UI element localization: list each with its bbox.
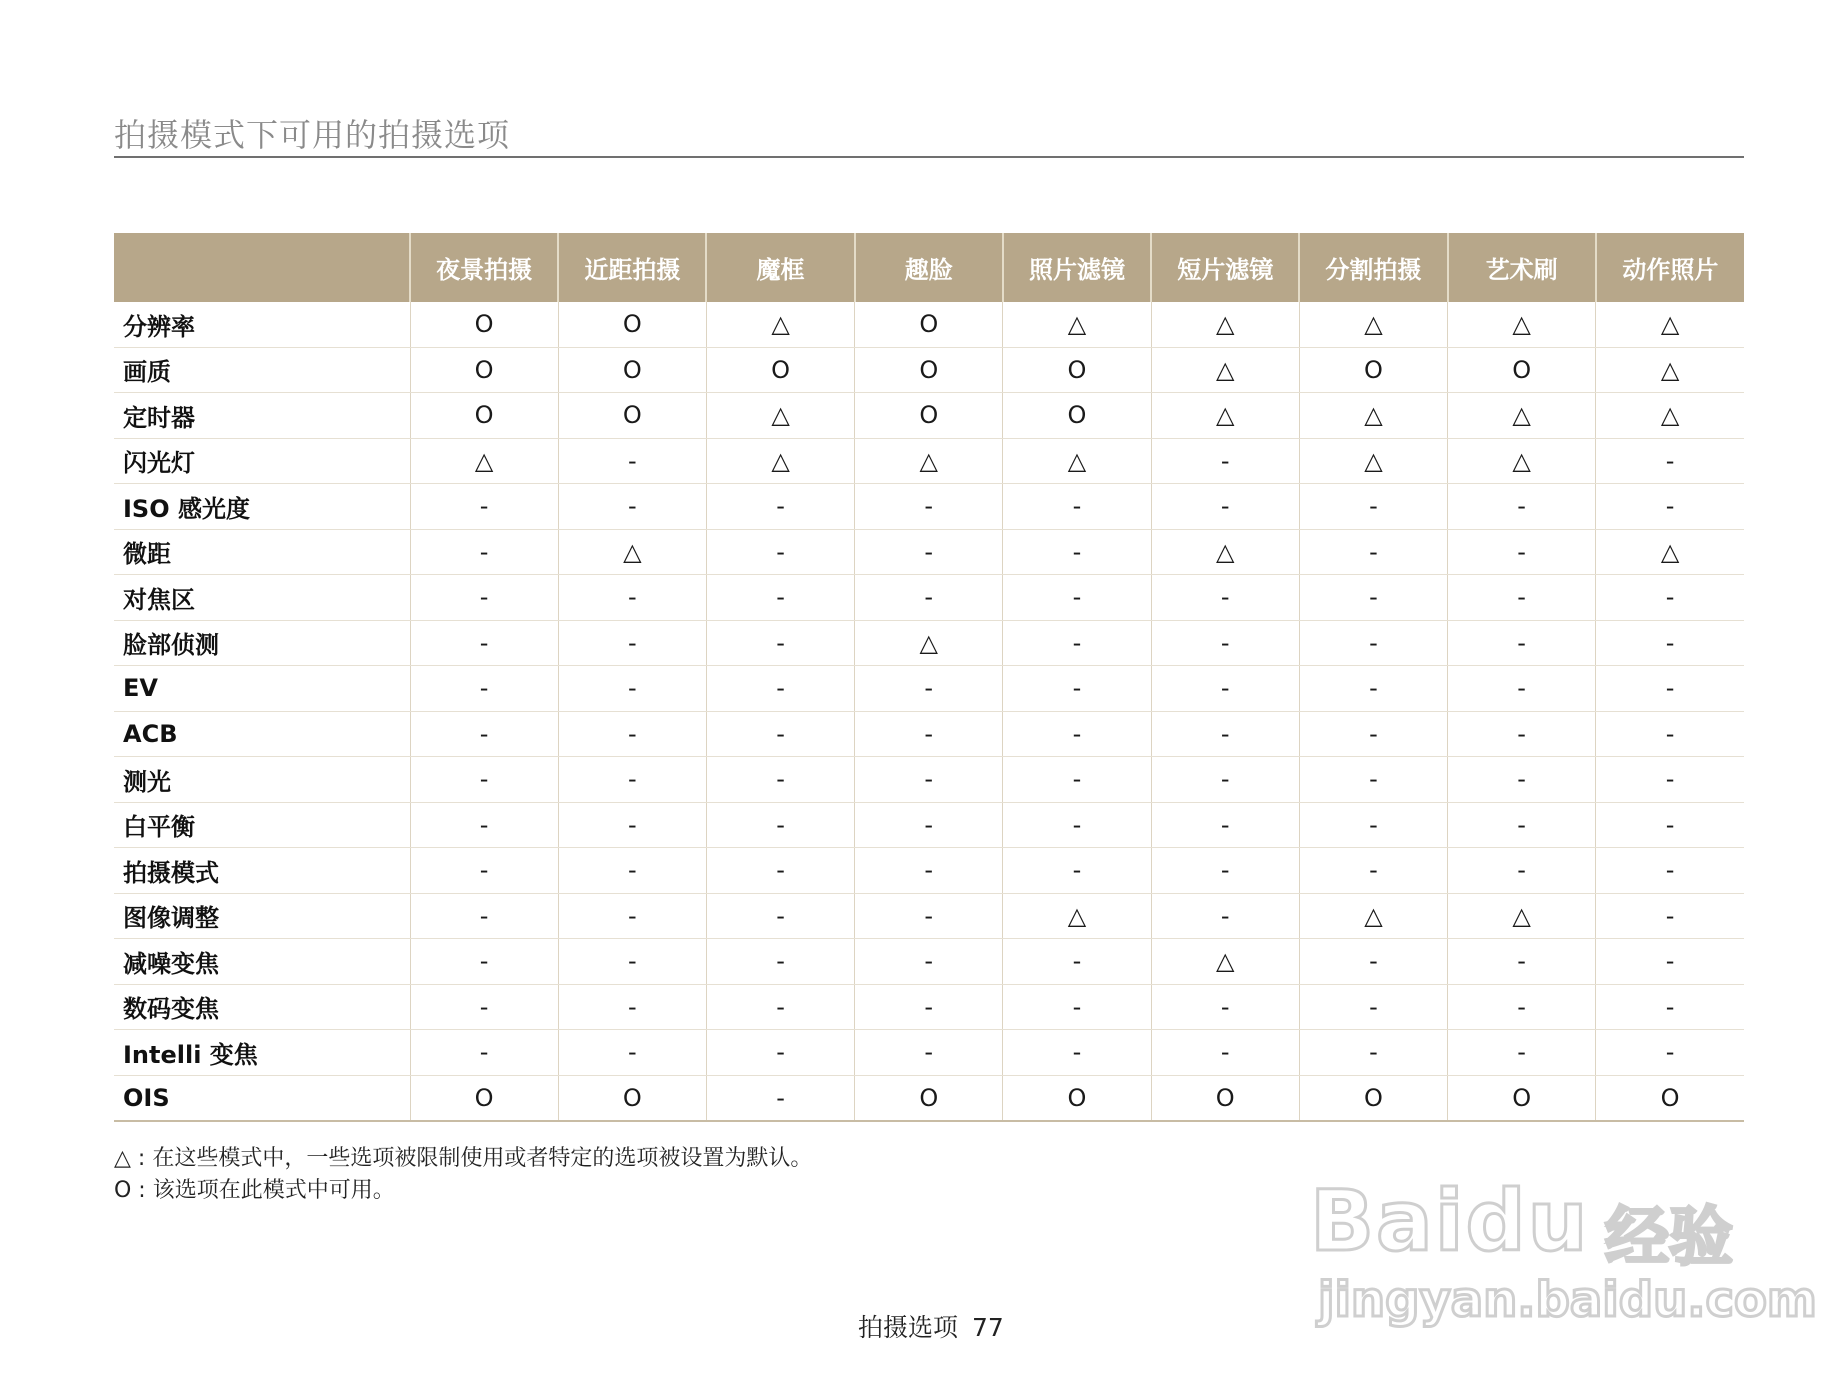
availability-dash: - — [706, 620, 854, 666]
availability-dash: - — [558, 484, 706, 530]
availability-dash: - — [1448, 529, 1596, 575]
availability-dash: - — [1003, 484, 1151, 530]
availability-triangle: △ — [1448, 393, 1596, 439]
row-label: OIS — [114, 1075, 410, 1121]
availability-dash: - — [706, 802, 854, 848]
availability-triangle: △ — [1596, 529, 1744, 575]
availability-dash: - — [1299, 620, 1447, 666]
availability-dash: - — [1596, 939, 1744, 985]
row-label: 数码变焦 — [114, 984, 410, 1030]
availability-triangle: △ — [855, 620, 1003, 666]
table-row — [114, 529, 1744, 575]
availability-dash: - — [1596, 575, 1744, 621]
table-row — [114, 1030, 1744, 1076]
table-row — [114, 666, 1744, 712]
availability-dash: - — [1299, 757, 1447, 803]
availability-dash: - — [1151, 757, 1299, 803]
availability-dash: - — [1596, 484, 1744, 530]
table-row — [114, 893, 1744, 939]
table-header-row — [114, 233, 1744, 302]
table-row — [114, 347, 1744, 393]
availability-circle: O — [706, 347, 854, 393]
availability-dash: - — [855, 939, 1003, 985]
availability-dash: - — [855, 1030, 1003, 1076]
availability-dash: - — [1299, 848, 1447, 894]
availability-dash: - — [1299, 984, 1447, 1030]
availability-dash: - — [410, 802, 558, 848]
availability-triangle: △ — [1299, 438, 1447, 484]
availability-triangle: △ — [1003, 302, 1151, 347]
availability-dash: - — [1299, 939, 1447, 985]
availability-triangle: △ — [1299, 893, 1447, 939]
availability-dash: - — [706, 893, 854, 939]
availability-dash: - — [558, 757, 706, 803]
availability-dash: - — [1299, 484, 1447, 530]
availability-dash: - — [1448, 939, 1596, 985]
availability-dash: - — [558, 1030, 706, 1076]
watermark-brand: Baidu — [1310, 1172, 1590, 1270]
table-row — [114, 711, 1744, 757]
availability-dash: - — [410, 1030, 558, 1076]
availability-dash: - — [558, 575, 706, 621]
availability-dash: - — [855, 984, 1003, 1030]
table-row — [114, 802, 1744, 848]
row-label: 测光 — [114, 757, 410, 803]
table-row — [114, 984, 1744, 1030]
availability-dash: - — [1003, 529, 1151, 575]
column-header: 趣脸 — [855, 233, 1003, 302]
availability-dash: - — [706, 711, 854, 757]
availability-dash: - — [410, 666, 558, 712]
availability-dash: - — [706, 939, 854, 985]
availability-triangle: △ — [1151, 939, 1299, 985]
availability-triangle: △ — [855, 438, 1003, 484]
availability-dash: - — [706, 848, 854, 894]
availability-dash: - — [1151, 802, 1299, 848]
column-header: 艺术刷 — [1448, 233, 1596, 302]
availability-circle: O — [855, 347, 1003, 393]
row-label: EV — [114, 666, 410, 712]
availability-dash: - — [558, 893, 706, 939]
availability-dash: - — [558, 802, 706, 848]
availability-dash: - — [1448, 802, 1596, 848]
shooting-options-table — [114, 233, 1744, 1122]
availability-dash: - — [558, 620, 706, 666]
availability-dash: - — [410, 939, 558, 985]
availability-dash: - — [1596, 893, 1744, 939]
availability-circle: O — [855, 302, 1003, 347]
column-header: 近距拍摄 — [558, 233, 706, 302]
availability-dash: - — [558, 848, 706, 894]
availability-circle: O — [410, 393, 558, 439]
availability-dash: - — [855, 848, 1003, 894]
availability-circle: O — [1448, 1075, 1596, 1121]
availability-dash: - — [1003, 757, 1151, 803]
table-row — [114, 1075, 1744, 1121]
table-corner-cell — [114, 233, 410, 302]
availability-triangle: △ — [1448, 302, 1596, 347]
availability-dash: - — [1003, 575, 1151, 621]
availability-circle: O — [1448, 347, 1596, 393]
availability-dash: - — [1448, 984, 1596, 1030]
availability-dash: - — [1299, 1030, 1447, 1076]
availability-dash: - — [1151, 1030, 1299, 1076]
availability-dash: - — [1299, 711, 1447, 757]
table-row — [114, 575, 1744, 621]
availability-dash: - — [1151, 711, 1299, 757]
table-row — [114, 757, 1744, 803]
legend-triangle-note: △ : 在这些模式中，一些选项被限制使用或者特定的选项被设置为默认。 — [114, 1146, 813, 1171]
availability-triangle: △ — [1151, 529, 1299, 575]
availability-circle: O — [855, 393, 1003, 439]
availability-dash: - — [1151, 984, 1299, 1030]
table-row — [114, 438, 1744, 484]
row-label: 定时器 — [114, 393, 410, 439]
availability-dash: - — [706, 757, 854, 803]
table-row — [114, 939, 1744, 985]
availability-dash: - — [1151, 848, 1299, 894]
availability-dash: - — [1596, 620, 1744, 666]
row-label: ACB — [114, 711, 410, 757]
availability-dash: - — [855, 757, 1003, 803]
watermark-url: jingyan.baidu.com — [1318, 1272, 1817, 1328]
column-header: 魔框 — [706, 233, 854, 302]
availability-dash: - — [1448, 620, 1596, 666]
availability-dash: - — [1299, 575, 1447, 621]
availability-triangle: △ — [1448, 893, 1596, 939]
baidu-jingyan-watermark — [1310, 1120, 1817, 1350]
availability-dash: - — [1596, 757, 1744, 803]
availability-circle: O — [855, 1075, 1003, 1121]
availability-dash: - — [410, 484, 558, 530]
availability-dash: - — [1448, 666, 1596, 712]
availability-circle: O — [1299, 1075, 1447, 1121]
availability-circle: O — [1151, 1075, 1299, 1121]
availability-dash: - — [706, 484, 854, 530]
column-header: 分割拍摄 — [1299, 233, 1447, 302]
row-label: 分辨率 — [114, 302, 410, 347]
availability-triangle: △ — [1299, 393, 1447, 439]
availability-dash: - — [1151, 575, 1299, 621]
availability-triangle: △ — [1299, 302, 1447, 347]
availability-dash: - — [706, 529, 854, 575]
availability-triangle: △ — [1151, 347, 1299, 393]
availability-dash: - — [1299, 666, 1447, 712]
row-label: 闪光灯 — [114, 438, 410, 484]
availability-dash: - — [1596, 666, 1744, 712]
availability-dash: - — [855, 666, 1003, 712]
table-row — [114, 484, 1744, 530]
availability-dash: - — [855, 529, 1003, 575]
availability-triangle: △ — [706, 438, 854, 484]
table-row — [114, 302, 1744, 347]
availability-dash: - — [855, 575, 1003, 621]
row-label: 拍摄模式 — [114, 848, 410, 894]
row-label: 减噪变焦 — [114, 939, 410, 985]
availability-dash: - — [1151, 666, 1299, 712]
table-row — [114, 393, 1744, 439]
availability-dash: - — [1003, 848, 1151, 894]
availability-dash: - — [1151, 484, 1299, 530]
availability-dash: - — [410, 848, 558, 894]
availability-dash: - — [855, 893, 1003, 939]
availability-dash: - — [558, 438, 706, 484]
availability-triangle: △ — [1151, 393, 1299, 439]
availability-dash: - — [1003, 1030, 1151, 1076]
availability-dash: - — [1448, 484, 1596, 530]
table-row — [114, 848, 1744, 894]
row-label: ISO 感光度 — [114, 484, 410, 530]
row-label: 图像调整 — [114, 893, 410, 939]
availability-dash: - — [1003, 666, 1151, 712]
availability-circle: O — [410, 347, 558, 393]
availability-dash: - — [1151, 620, 1299, 666]
availability-triangle: △ — [1596, 393, 1744, 439]
page-title: 拍摄模式下可用的拍摄选项 — [114, 116, 511, 154]
page-footer — [858, 1308, 1004, 1344]
availability-dash: - — [1003, 802, 1151, 848]
availability-triangle: △ — [1151, 302, 1299, 347]
availability-dash: - — [1448, 575, 1596, 621]
availability-circle: O — [1003, 393, 1151, 439]
availability-circle: O — [558, 302, 706, 347]
legend — [114, 1143, 812, 1207]
availability-dash: - — [558, 711, 706, 757]
table-row — [114, 620, 1744, 666]
availability-triangle: △ — [1596, 347, 1744, 393]
availability-circle: O — [1003, 1075, 1151, 1121]
availability-triangle: △ — [706, 302, 854, 347]
availability-dash: - — [410, 575, 558, 621]
availability-dash: - — [410, 893, 558, 939]
row-label: 画质 — [114, 347, 410, 393]
column-header: 短片滤镜 — [1151, 233, 1299, 302]
availability-circle: O — [1003, 347, 1151, 393]
availability-triangle: △ — [1596, 302, 1744, 347]
availability-dash: - — [1003, 939, 1151, 985]
availability-dash: - — [558, 939, 706, 985]
availability-dash: - — [855, 802, 1003, 848]
availability-dash: - — [1596, 984, 1744, 1030]
availability-triangle: △ — [706, 393, 854, 439]
availability-circle: O — [410, 302, 558, 347]
availability-dash: - — [1299, 802, 1447, 848]
row-label: Intelli 变焦 — [114, 1030, 410, 1076]
availability-circle: O — [410, 1075, 558, 1121]
availability-dash: - — [410, 620, 558, 666]
availability-dash: - — [410, 757, 558, 803]
availability-triangle: △ — [1003, 438, 1151, 484]
footer-section-name: 拍摄选项 — [858, 1313, 959, 1342]
availability-dash: - — [1448, 711, 1596, 757]
availability-dash: - — [558, 666, 706, 712]
availability-dash: - — [855, 711, 1003, 757]
availability-dash: - — [706, 666, 854, 712]
availability-circle: O — [558, 1075, 706, 1121]
availability-dash: - — [1003, 984, 1151, 1030]
watermark-cn: 经验 — [1605, 1201, 1733, 1275]
availability-dash: - — [855, 484, 1003, 530]
availability-dash: - — [1448, 1030, 1596, 1076]
availability-dash: - — [1151, 893, 1299, 939]
availability-circle: O — [1299, 347, 1447, 393]
page-number: 77 — [972, 1313, 1004, 1342]
availability-dash: - — [1003, 620, 1151, 666]
availability-dash: - — [1299, 529, 1447, 575]
availability-dash: - — [410, 711, 558, 757]
availability-dash: - — [706, 984, 854, 1030]
availability-dash: - — [1448, 848, 1596, 894]
row-label: 对焦区 — [114, 575, 410, 621]
availability-triangle: △ — [1003, 893, 1151, 939]
availability-dash: - — [706, 1030, 854, 1076]
availability-triangle: △ — [558, 529, 706, 575]
row-label: 白平衡 — [114, 802, 410, 848]
availability-circle: O — [558, 393, 706, 439]
column-header: 夜景拍摄 — [410, 233, 558, 302]
availability-dash: - — [1596, 711, 1744, 757]
availability-dash: - — [1596, 438, 1744, 484]
availability-dash: - — [410, 529, 558, 575]
availability-triangle: △ — [1448, 438, 1596, 484]
availability-triangle: △ — [410, 438, 558, 484]
legend-circle-note: O : 该选项在此模式中可用。 — [114, 1178, 395, 1203]
title-divider — [114, 156, 1744, 158]
column-header: 照片滤镜 — [1003, 233, 1151, 302]
availability-circle: O — [558, 347, 706, 393]
availability-dash: - — [410, 984, 558, 1030]
availability-dash: - — [558, 984, 706, 1030]
availability-dash: - — [706, 575, 854, 621]
column-header: 动作照片 — [1596, 233, 1744, 302]
availability-dash: - — [706, 1075, 854, 1121]
availability-circle: O — [1596, 1075, 1744, 1121]
availability-dash: - — [1003, 711, 1151, 757]
availability-dash: - — [1151, 438, 1299, 484]
availability-dash: - — [1596, 848, 1744, 894]
row-label: 脸部侦测 — [114, 620, 410, 666]
availability-dash: - — [1448, 757, 1596, 803]
row-label: 微距 — [114, 529, 410, 575]
availability-dash: - — [1596, 1030, 1744, 1076]
availability-dash: - — [1596, 802, 1744, 848]
